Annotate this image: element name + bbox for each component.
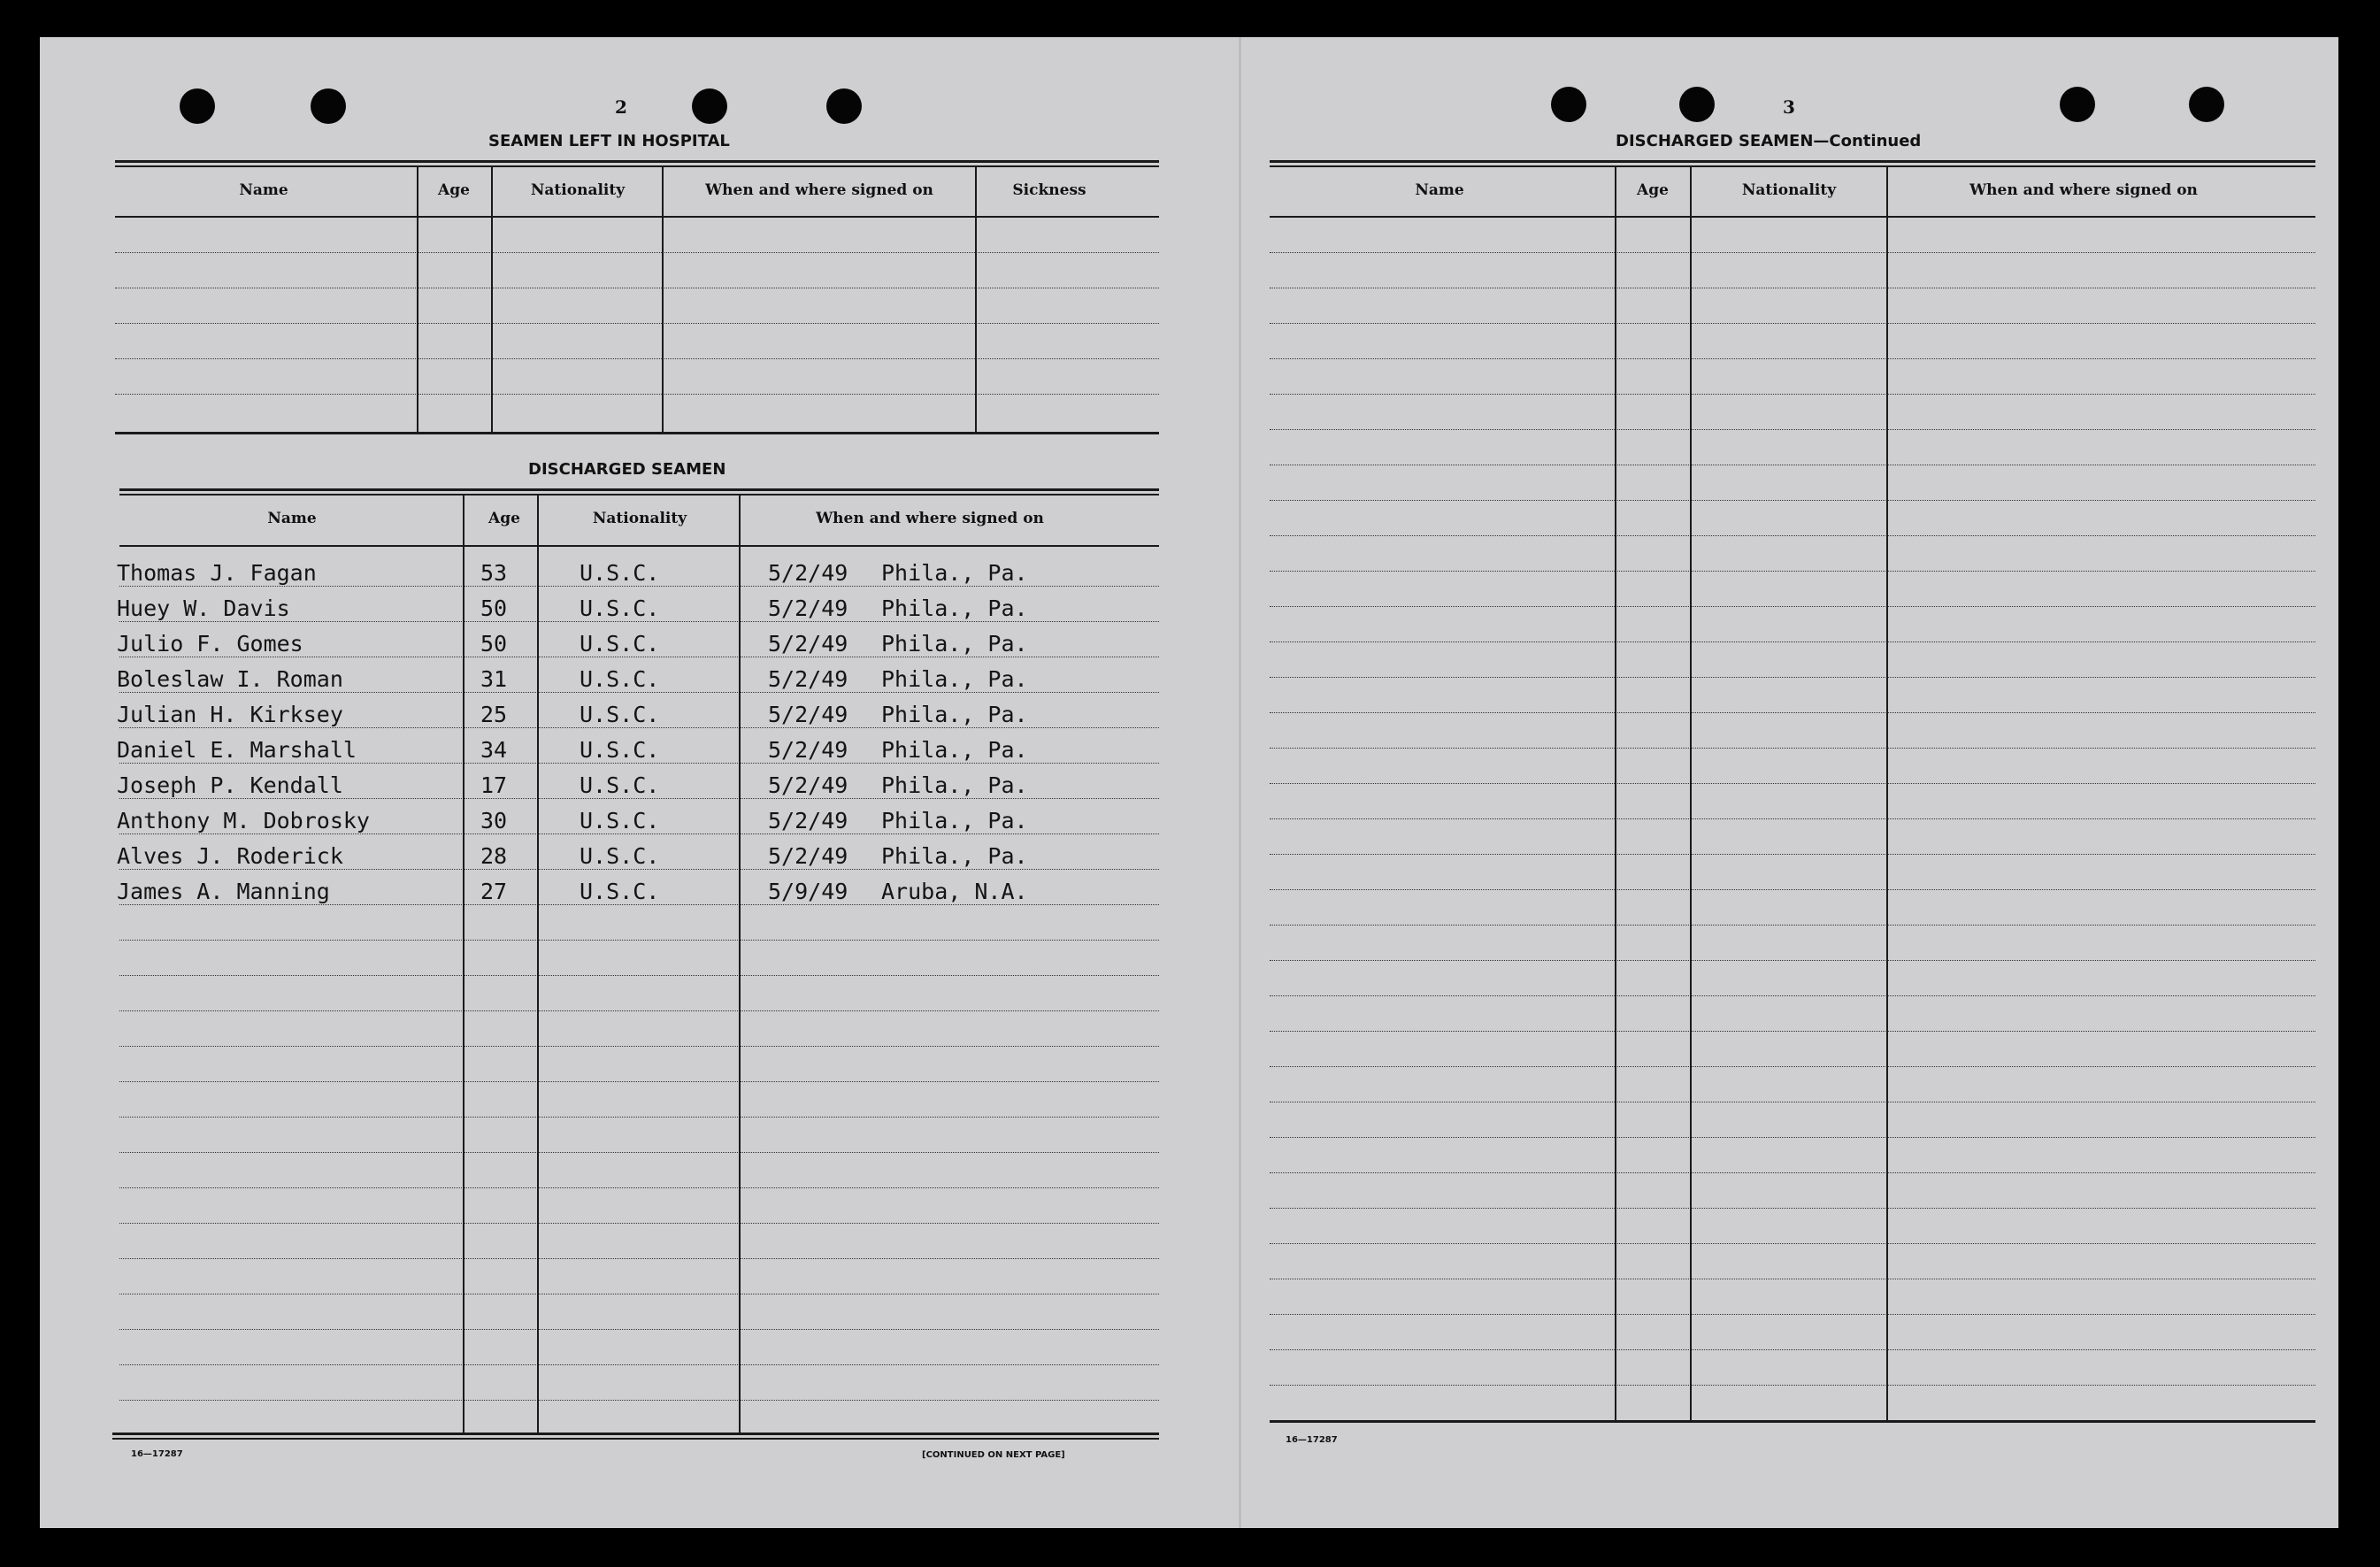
ruled-line [119,1400,1159,1401]
seaman-name: Daniel E. Marshall [117,737,357,763]
seaman-age: 34 [480,737,508,763]
seaman-name: Alves J. Roderick [117,843,343,869]
discharged-section-title: DISCHARGED SEAMEN [528,460,726,479]
signed-on-date: 5/2/49 [768,772,848,798]
ruled-line [119,1329,1159,1330]
signed-on-date: 5/2/49 [768,843,848,869]
ruled-line [1270,641,2315,642]
hospital-col-signed-on: When and where signed on [705,181,933,199]
ruled-line [1270,854,2315,855]
seaman-age: 28 [480,843,508,869]
discharged-continued-title: DISCHARGED SEAMEN—Continued [1616,132,1922,150]
seaman-name: Thomas J. Fagan [117,560,317,586]
table-row [40,737,1278,772]
seaman-nationality: U.S.C. [580,595,660,621]
seaman-nationality: U.S.C. [580,772,660,798]
seaman-nationality: U.S.C. [580,808,660,833]
signed-on-place: Phila., Pa. [881,666,1028,692]
ruled-line [1270,571,2315,572]
table-row [40,843,1278,879]
signed-on-place: Aruba, N.A. [881,879,1028,904]
ruled-line [1270,1314,2315,1315]
punch-hole [1551,87,1586,122]
signed-on-date: 5/2/49 [768,631,848,657]
hospital-col-name: Name [239,181,288,199]
continued-col-name: Name [1415,181,1464,199]
hospital-section-title: SEAMEN LEFT IN HOSPITAL [488,132,730,150]
signed-on-place: Phila., Pa. [881,808,1028,833]
seaman-age: 50 [480,595,508,621]
seaman-name: Julio F. Gomes [117,631,303,657]
ruled-line [1270,1349,2315,1350]
ruled-line [1270,1172,2315,1173]
table-row [40,666,1278,702]
discharged-col-name: Name [267,510,317,527]
page-number: 2 [615,96,627,118]
hospital-col-age: Age [438,181,470,199]
table-row [40,879,1278,914]
table-row [40,595,1278,631]
ruled-line [119,1046,1159,1047]
seaman-name: James A. Manning [117,879,330,904]
seaman-name: Huey W. Davis [117,595,290,621]
continued-col-age: Age [1637,181,1669,199]
signed-on-place: Phila., Pa. [881,772,1028,798]
punch-hole [180,88,215,124]
seaman-nationality: U.S.C. [580,631,660,657]
seaman-nationality: U.S.C. [580,879,660,904]
form-number: 16—17287 [1286,1435,1338,1445]
page-number: 3 [1783,96,1795,118]
punch-hole [2189,87,2224,122]
ruled-line [119,1010,1159,1011]
ruled-line [115,358,1159,359]
seaman-nationality: U.S.C. [580,702,660,727]
ruled-line [1270,1385,2315,1386]
ruled-line [1270,535,2315,536]
ruled-line [1270,394,2315,395]
ruled-line [1270,748,2315,749]
discharged-col-signed-on: When and where signed on [816,510,1044,527]
continued-note: [CONTINUED ON NEXT PAGE] [922,1450,1065,1460]
punch-hole [826,88,862,124]
continued-col-signed-on: When and where signed on [1969,181,2198,199]
seaman-age: 31 [480,666,508,692]
ruled-line [1270,1066,2315,1067]
ruled-line [1270,925,2315,926]
ruled-line [1270,818,2315,819]
ruled-line [119,1117,1159,1118]
ruled-line [119,1081,1159,1082]
table-row [40,560,1278,595]
ruled-line [1270,429,2315,430]
signed-on-place: Phila., Pa. [881,843,1028,869]
punch-hole [311,88,346,124]
signed-on-place: Phila., Pa. [881,737,1028,763]
ruled-line [119,1152,1159,1153]
seaman-age: 50 [480,631,508,657]
seaman-age: 53 [480,560,508,586]
ruled-line [1270,995,2315,996]
ruled-line [1270,712,2315,713]
table-row [40,772,1278,808]
seaman-name: Boleslaw I. Roman [117,666,343,692]
seaman-nationality: U.S.C. [580,843,660,869]
signed-on-place: Phila., Pa. [881,631,1028,657]
ruled-line [1270,1137,2315,1138]
ruled-line [1270,677,2315,678]
hospital-col-sickness: Sickness [1012,181,1086,199]
table-row [40,702,1278,737]
signed-on-date: 5/2/49 [768,595,848,621]
punch-hole [2060,87,2095,122]
seaman-age: 17 [480,772,508,798]
table-row [40,808,1278,843]
continued-col-nationality: Nationality [1741,181,1837,199]
ruled-line [1270,252,2315,253]
signed-on-date: 5/2/49 [768,666,848,692]
ruled-line [1270,323,2315,324]
ruled-line [1270,358,2315,359]
ruled-line [119,940,1159,941]
hospital-col-nationality: Nationality [530,181,626,199]
seaman-nationality: U.S.C. [580,666,660,692]
discharged-col-age: Age [488,510,520,527]
seaman-name: Anthony M. Dobrosky [117,808,370,833]
ruled-line [1270,960,2315,961]
punch-hole [692,88,727,124]
seaman-name: Joseph P. Kendall [117,772,343,798]
ruled-line [1270,1208,2315,1209]
ruled-line [115,394,1159,395]
ruled-line [115,323,1159,324]
seaman-nationality: U.S.C. [580,737,660,763]
signed-on-place: Phila., Pa. [881,560,1028,586]
ruled-line [119,1187,1159,1188]
ruled-line [1270,1243,2315,1244]
ruled-line [115,252,1159,253]
ruled-line [1270,1031,2315,1032]
signed-on-date: 5/2/49 [768,808,848,833]
seaman-nationality: U.S.C. [580,560,660,586]
signed-on-date: 5/2/49 [768,737,848,763]
seaman-name: Julian H. Kirksey [117,702,343,727]
signed-on-date: 5/2/49 [768,560,848,586]
seaman-age: 27 [480,879,508,904]
ruled-line [1270,606,2315,607]
punch-hole [1679,87,1715,122]
table-row [40,631,1278,666]
seaman-age: 30 [480,808,508,833]
signed-on-date: 5/9/49 [768,879,848,904]
signed-on-date: 5/2/49 [768,702,848,727]
ruled-line [119,1364,1159,1365]
ruled-line [119,1258,1159,1259]
form-sheet [40,37,2338,1528]
signed-on-place: Phila., Pa. [881,702,1028,727]
ruled-line [1270,500,2315,501]
ruled-line [1270,889,2315,890]
discharged-col-nationality: Nationality [592,510,687,527]
seaman-age: 25 [480,702,508,727]
ruled-line [119,975,1159,976]
form-number: 16—17287 [131,1449,183,1459]
ruled-line [119,1223,1159,1224]
ruled-line [1270,783,2315,784]
signed-on-place: Phila., Pa. [881,595,1028,621]
